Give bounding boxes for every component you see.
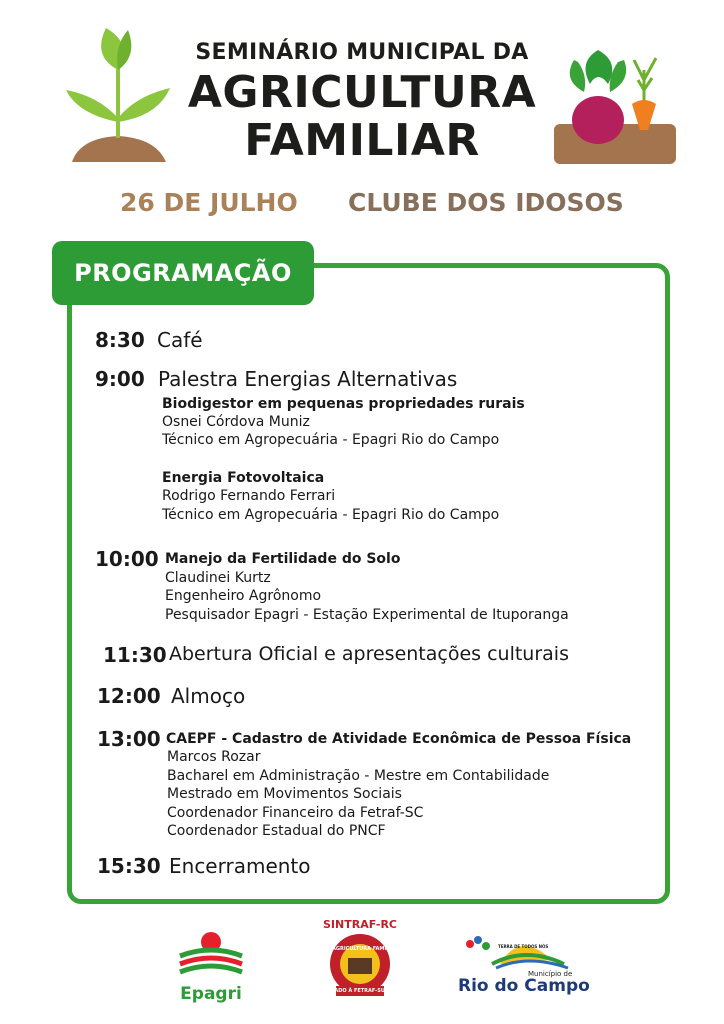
item-time: 12:00 (97, 684, 161, 708)
sintraf-logo (318, 918, 402, 1002)
epagri-mark-icon (176, 930, 246, 978)
speaker-line: Engenheiro Agrônomo (165, 588, 322, 604)
epagri-logo (176, 930, 246, 1004)
sintraf-ring-text: AGRICULTURA FAMILIAR (332, 946, 400, 952)
riodocampo-subtitle: Município de (528, 970, 573, 978)
speaker-line: Claudinei Kurtz (165, 570, 271, 586)
item-title: CAEPF - Cadastro de Atividade Econômica de Pessoa Física (166, 731, 632, 747)
speaker-line: Bacharel em Administração - Mestre em Contabilidade (167, 768, 550, 784)
item-time: 11:30 (103, 643, 167, 667)
item-title: Palestra Energias Alternativas (158, 367, 458, 391)
speaker-line: Pesquisador Epagri - Estação Experimental de Ituporanga (165, 607, 569, 623)
speaker-line: Rodrigo Fernando Ferrari (162, 488, 336, 504)
title-line-3: FAMILIAR (244, 115, 480, 166)
sintraf-affiliation: FILIADO À FETRAF-SUL/CUT (324, 988, 402, 994)
item-title: Manejo da Fertilidade do Solo (165, 551, 401, 567)
item-time: 9:00 (95, 367, 145, 391)
speaker-line: Marcos Rozar (167, 749, 261, 765)
speaker-line: Coordenador Financeiro da Fetraf-SC (167, 805, 424, 821)
item-title: Café (157, 328, 203, 352)
item-time: 15:30 (97, 854, 161, 878)
item-time: 13:00 (97, 727, 161, 751)
item-time: 10:00 (95, 547, 159, 571)
speaker-line: Coordenador Estadual do PNCF (167, 823, 386, 839)
subtalk-title: Biodigestor em pequenas propriedades rurais (162, 396, 525, 412)
item-title: Encerramento (169, 854, 311, 878)
item-title: Abertura Oficial e apresentações culturais (169, 643, 569, 665)
riodocampo-tagline: TERRA DE TODOS NÓS (498, 944, 549, 949)
item-title: Almoço (171, 684, 246, 708)
speaker-line: Técnico em Agropecuária - Epagri Rio do Campo (162, 432, 500, 448)
speaker-line: Mestrado em Movimentos Sociais (167, 786, 402, 802)
title-line-1: SEMINÁRIO MUNICIPAL DA (195, 40, 529, 65)
program-tab: PROGRAMAÇÃO (52, 241, 314, 305)
event-date: 26 DE JULHO (120, 188, 298, 217)
item-time: 8:30 (95, 328, 145, 352)
title-line-2: AGRICULTURA (187, 67, 537, 118)
speaker-line: Osnei Córdova Muniz (162, 414, 310, 430)
event-venue: CLUBE DOS IDOSOS (348, 188, 624, 217)
sintraf-name: SINTRAF-RC (323, 918, 397, 931)
riodocampo-mark-icon (456, 930, 576, 970)
subtalk-title: Energia Fotovoltaica (162, 470, 325, 486)
epagri-wordmark: Epagri (180, 984, 242, 1004)
riodocampo-name: Rio do Campo (458, 976, 590, 996)
speaker-line: Técnico em Agropecuária - Epagri Rio do Campo (162, 507, 500, 523)
riodocampo-logo (456, 930, 590, 996)
